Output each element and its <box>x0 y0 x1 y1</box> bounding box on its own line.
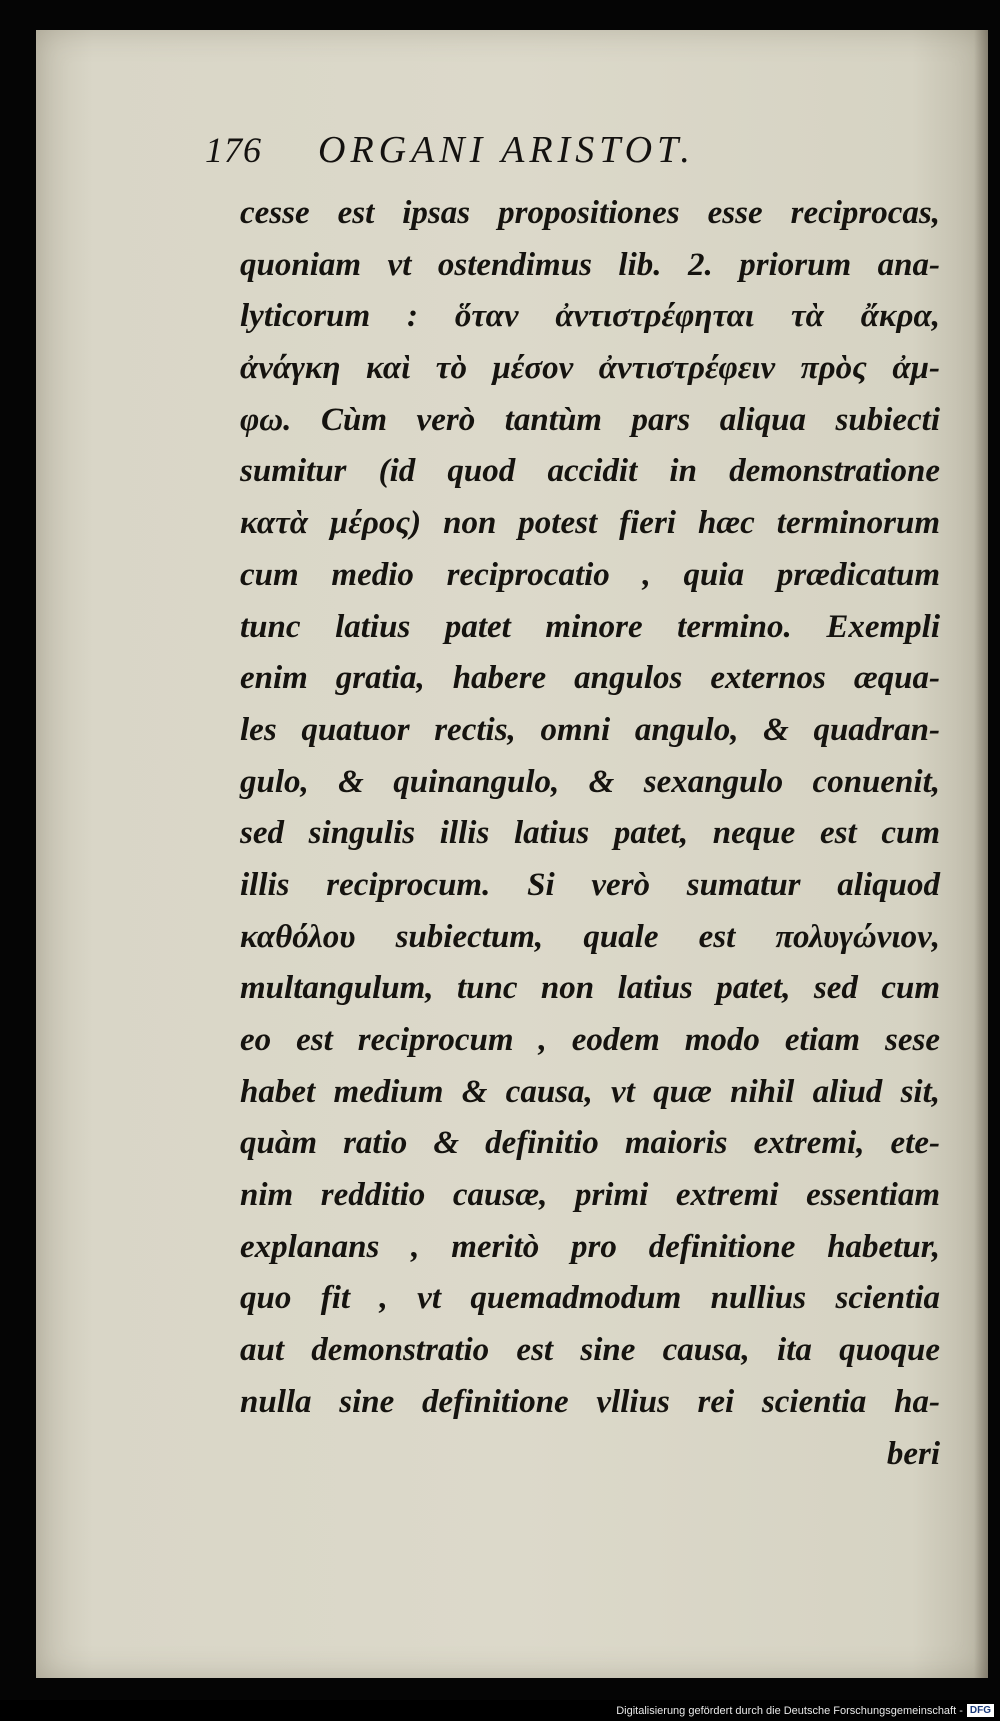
text-line: aut demonstratio est sine causa, ita quoque <box>240 1332 940 1369</box>
text-line: lyticorum : ὅταν ἀντιστρέφηται τὰ ἄκρα, <box>240 298 940 335</box>
text-line: ἀνάγκη καὶ τὸ μέσον ἀντιστρέφειν πρὸς ἀμ- <box>240 350 940 387</box>
text-line: gulo, & quinangulo, & sexangulo conuenit, <box>240 763 940 800</box>
text-line: enim gratia, habere angulos externos æqua- <box>240 660 940 697</box>
text-line: κατὰ μέρος) non potest fieri hæc terminorum <box>240 505 940 542</box>
text-line: quoniam vt ostendimus lib. 2. priorum ana- <box>240 246 940 283</box>
text-line: sumitur (id quod accidit in demonstratione <box>240 453 940 490</box>
text-line: les quatuor rectis, omni angulo, & quadran- <box>240 711 940 748</box>
running-title: ORGANI ARISTOT. <box>318 129 695 171</box>
digitization-footer <box>0 1700 1000 1721</box>
text-line: φω. Cùm verò tantùm pars aliqua subiecti <box>240 401 940 438</box>
text-line: nulla sine definitione vllius rei scientia ha- <box>240 1383 940 1420</box>
text-line: illis reciprocum. Si verò sumatur aliquod <box>240 866 940 903</box>
text-line: cesse est ipsas propositiones esse reciprocas, <box>240 195 940 231</box>
text-line: multangulum, tunc non latius patet, sed cum <box>240 970 940 1007</box>
body-text <box>240 188 940 1480</box>
text-line: quàm ratio & definitio maioris extremi, ete- <box>240 1125 940 1162</box>
text-line: quo fit , vt quemadmodum nullius scientia <box>240 1280 940 1317</box>
text-line: sed singulis illis latius patet, neque est cum <box>240 815 940 852</box>
text-line: nim redditio causæ, primi extremi essentiam <box>240 1177 940 1214</box>
text-line: explanans , meritò pro definitione habetur, <box>240 1228 940 1265</box>
page-number: 176 <box>205 130 262 170</box>
running-head <box>205 128 885 178</box>
text-line: cum medio reciprocatio , quia prædicatum <box>240 556 940 593</box>
text-line: tunc latius patet minore termino. Exempli <box>240 608 940 645</box>
dfg-logo: DFG <box>967 1704 994 1717</box>
catchword: beri <box>886 1435 940 1472</box>
text-line: eo est reciprocum , eodem modo etiam sese <box>240 1022 940 1058</box>
text-line: habet medium & causa, vt quæ nihil aliud sit, <box>240 1073 940 1110</box>
text-line: καθόλου subiectum, quale est πολυγώνιον, <box>240 918 940 955</box>
funding-credit: Digitalisierung gefördert durch die Deutsche Forschungsgemeinschaft - <box>616 1704 963 1717</box>
page-edge-shadow <box>974 30 988 1678</box>
